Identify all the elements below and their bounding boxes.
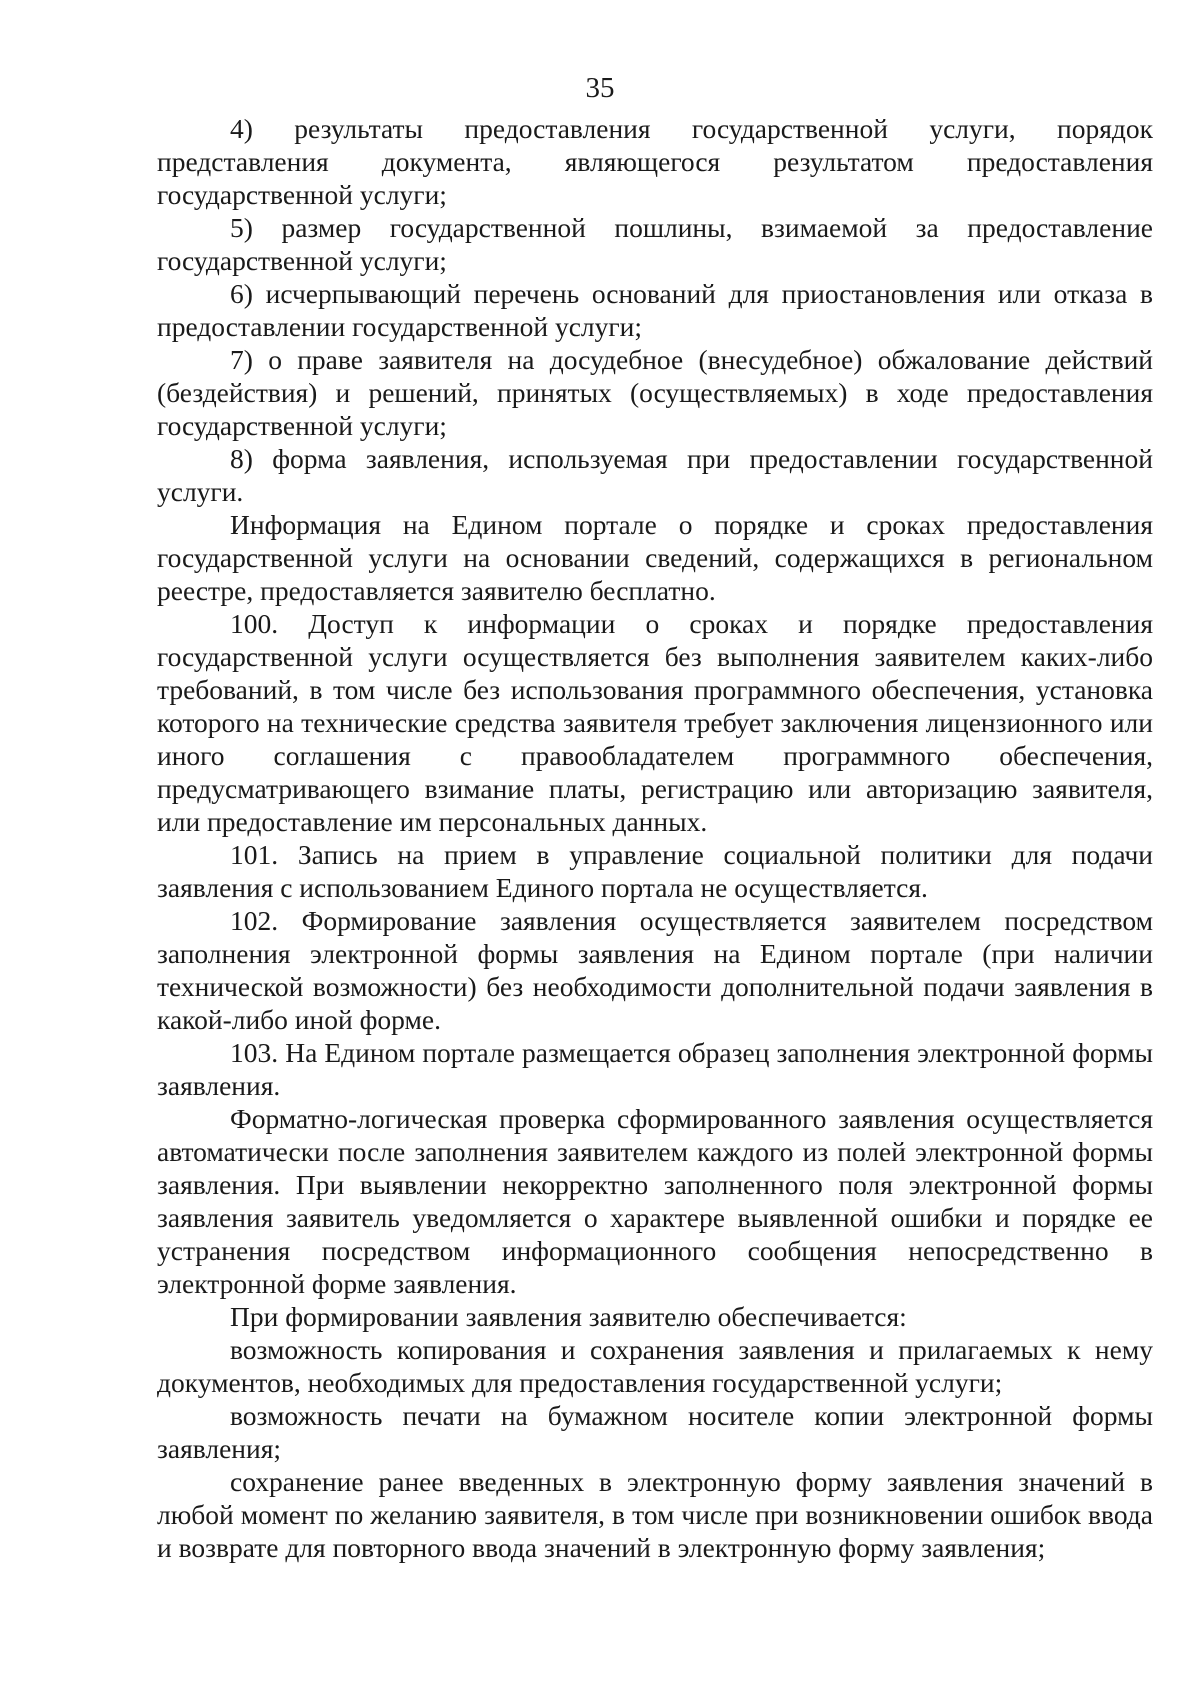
paragraph-print: возможность печати на бумажном носителе копии электронной формы заявления; (157, 1400, 1153, 1464)
paragraph-item-5: 5) размер государственной пошлины, взимаемой за предоставление государственной услуги; (157, 212, 1153, 276)
paragraph-item-6: 6) исчерпывающий перечень оснований для приостановления или отказа в предоставлении государственной услуги; (157, 278, 1153, 342)
paragraph-format-check: Форматно-логическая проверка сформированного заявления осуществляется автоматически после заполнения заявителем каждого из полей электронной формы заявления. При выявлении некорректно заполненного поля электронной формы заявления заявитель уведомляется о характере выявленной ошибки и порядке ее устранения посредством информационного сообщения непосредственно в электронной форме заявления. (157, 1103, 1153, 1299)
paragraph-item-4: 4) результаты предоставления государственной услуги, порядок представления документа, являющегося результатом предоставления государственной услуги; (157, 113, 1153, 210)
paragraph-100: 100. Доступ к информации о сроках и порядке предоставления государственной услуги осуществляется без выполнения заявителем каких-либо требований, в том числе без использования программного обеспечения, установка которого на технические средства заявителя требует заключения лицензионного или иного соглашения с правообладателем программного обеспечения, предусматривающего взимание платы, регистрацию или авторизацию заявителя, или предоставление им персональных данных. (157, 608, 1153, 837)
paragraph-101: 101. Запись на прием в управление социальной политики для подачи заявления с использованием Единого портала не осуществляется. (157, 839, 1153, 903)
paragraph-item-8: 8) форма заявления, используемая при предоставлении государственной услуги. (157, 443, 1153, 507)
paragraph-103: 103. На Едином портале размещается образец заполнения электронной формы заявления. (157, 1037, 1153, 1101)
document-body (157, 112, 1153, 1564)
page-number: 35 (585, 72, 615, 104)
paragraph-provided-intro: При формировании заявления заявителю обеспечивается: (230, 1301, 907, 1332)
paragraph-102: 102. Формирование заявления осуществляется заявителем посредством заполнения электронной формы заявления на Едином портале (при наличии технической возможности) без необходимости дополнительной подачи заявления в какой-либо иной форме. (157, 905, 1153, 1035)
paragraph-portal-info: Информация на Едином портале о порядке и сроках предоставления государственной услуги на основании сведений, содержащихся в региональном реестре, предоставляется заявителю бесплатно. (157, 509, 1153, 606)
paragraph-item-7: 7) о праве заявителя на досудебное (внесудебное) обжалование действий (бездействия) и решений, принятых (осуществляемых) в ходе предоставления государственной услуги; (157, 344, 1153, 441)
paragraph-copy-save: возможность копирования и сохранения заявления и прилагаемых к нему документов, необходимых для предоставления государственной услуги; (157, 1334, 1153, 1398)
paragraph-keep-values: сохранение ранее введенных в электронную форму заявления значений в любой момент по желанию заявителя, в том числе при возникновении ошибок ввода и возврате для повторного ввода значений в электронную форму заявления; (157, 1466, 1153, 1563)
